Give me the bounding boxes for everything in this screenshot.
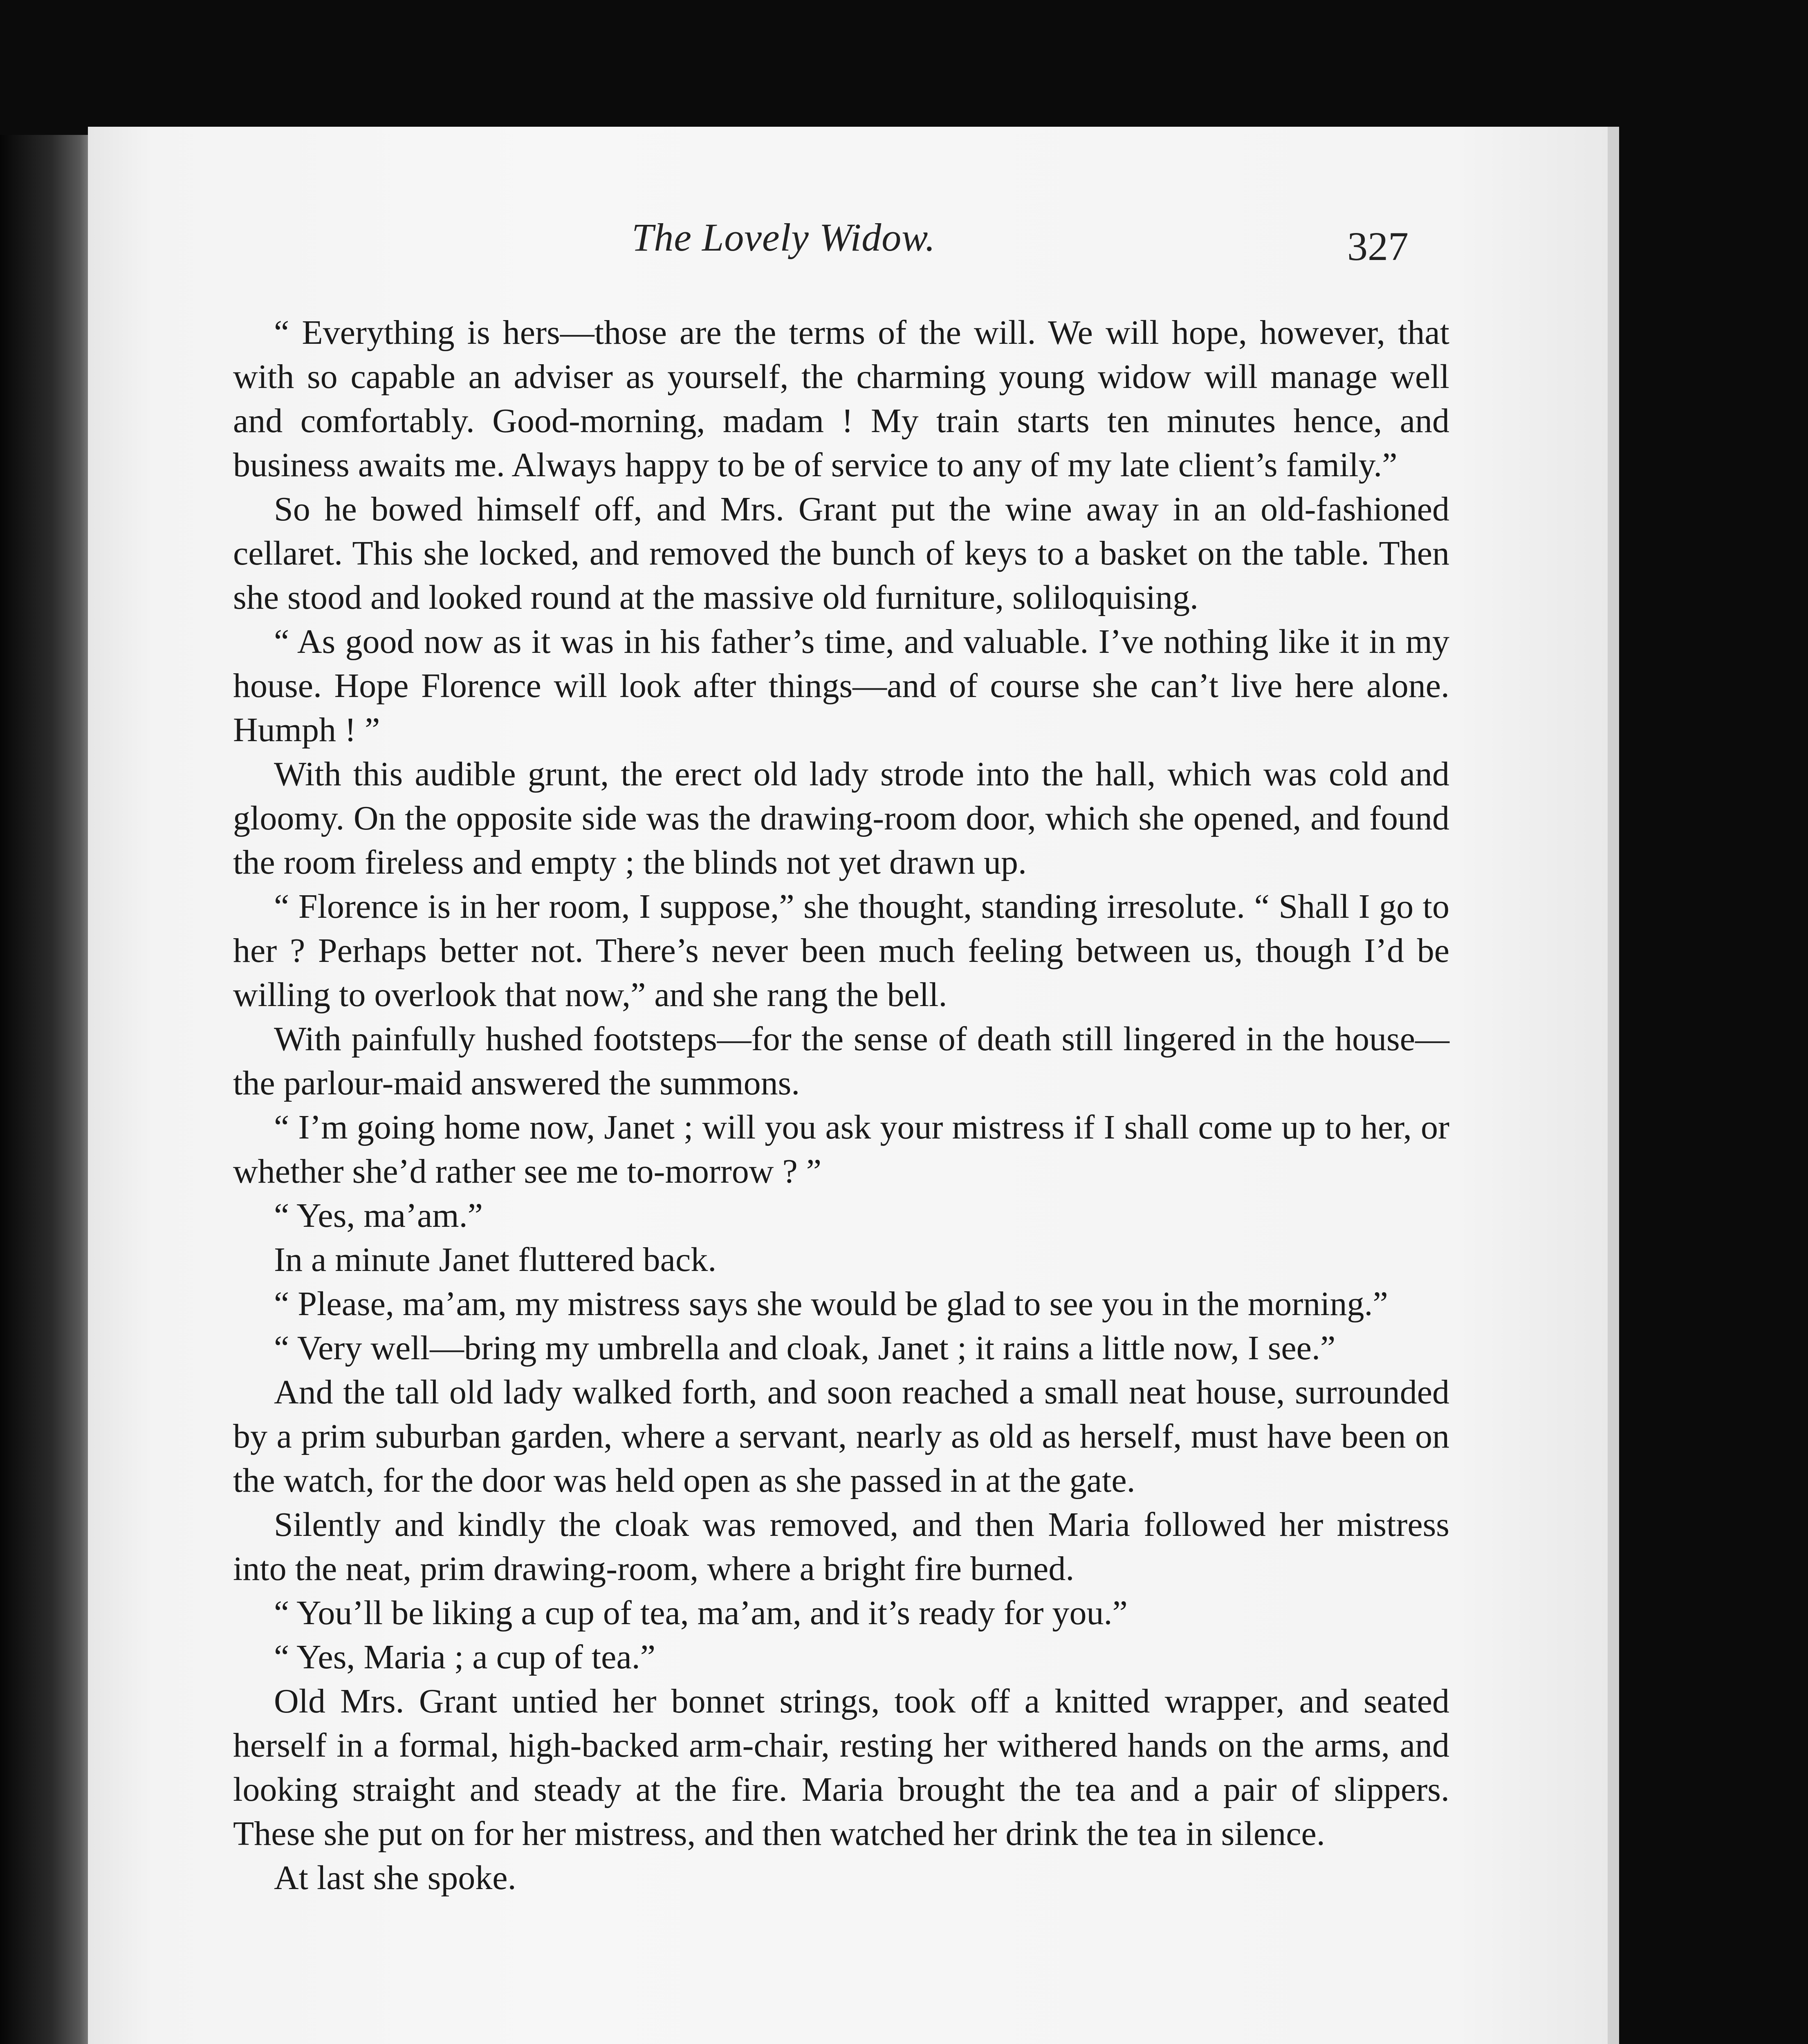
paragraph: And the tall old lady walked forth, and soon reached a small neat house, surrounded by a prim suburban garden, where a servant, nearly as old as herself, must have been on the watch, for the door was held open as she passed in at the gate. — [233, 1373, 1449, 1499]
body-text — [233, 311, 1449, 1900]
paragraph: “ I’m going home now, Janet ; will you ask your mistress if I shall come up to her, or whether she’d rather see me to-morrow ? ” — [233, 1108, 1449, 1190]
paragraph: In a minute Janet fluttered back. — [274, 1241, 717, 1279]
paragraph: So he bowed himself off, and Mrs. Grant put the wine away in an old-fashioned cellaret. This she locked, and removed the bunch of keys to a basket on the table. Then she stood and looked round at the massive old furniture, soliloquising. — [233, 490, 1449, 616]
paragraph: “ Florence is in her room, I suppose,” she thought, standing irresolute. “ Shall I go to her ? Perhaps better not. There’s never been much feeling between us, though I’d be willing to overlook that now,” and she rang the bell. — [233, 888, 1449, 1014]
page-number: 327 — [1347, 224, 1409, 269]
paragraph: “ Yes, Maria ; a cup of tea.” — [274, 1638, 656, 1676]
paragraph: “ Very well—bring my umbrella and cloak, Janet ; it rains a little now, I see.” — [274, 1329, 1336, 1367]
paragraph: “ Please, ma’am, my mistress says she would be glad to see you in the morning.” — [274, 1285, 1388, 1323]
book-spine-shadow — [0, 135, 94, 2044]
paragraph: “ As good now as it was in his father’s time, and valuable. I’ve nothing like it in my house. Hope Florence will look after things—and of course she can’t live here alone. Humph ! ” — [233, 623, 1449, 749]
paragraph: “ You’ll be liking a cup of tea, ma’am, and it’s ready for you.” — [274, 1594, 1128, 1632]
paragraph: Old Mrs. Grant untied her bonnet strings, took off a knitted wrapper, and seated herself in a formal, high-backed arm-chair, resting her withered hands on the arms, and looking straight and steady at the fire. Maria brought the tea and a pair of slippers. These she put on for her mistress, and then watched her drink the tea in silence. — [233, 1682, 1449, 1853]
paragraph: With painfully hushed footsteps—for the sense of death still lingered in the house—the parlour-maid answered the summons. — [233, 1020, 1449, 1102]
book-page — [88, 127, 1619, 2044]
running-head: The Lovely Widow. — [632, 215, 936, 259]
paragraph: At last she spoke. — [274, 1859, 516, 1897]
paragraph: “ Everything is hers—those are the terms of the will. We will hope, however, that with so capable an adviser as yourself, the charming young widow will manage well and comfortably. Good-morning, madam ! My train starts ten minutes hence, and business awaits me. Always happy to be of service to any of my late client’s family.” — [233, 314, 1449, 484]
paragraph: “ Yes, ma’am.” — [274, 1197, 483, 1235]
paragraph: Silently and kindly the cloak was removed, and then Maria followed her mistress into the neat, prim drawing-room, where a bright fire burned. — [233, 1506, 1449, 1588]
paragraph: With this audible grunt, the erect old lady strode into the hall, which was cold and gloomy. On the opposite side was the drawing-room door, which she opened, and found the room fireless and empty ; the blinds not yet drawn up. — [233, 755, 1449, 881]
